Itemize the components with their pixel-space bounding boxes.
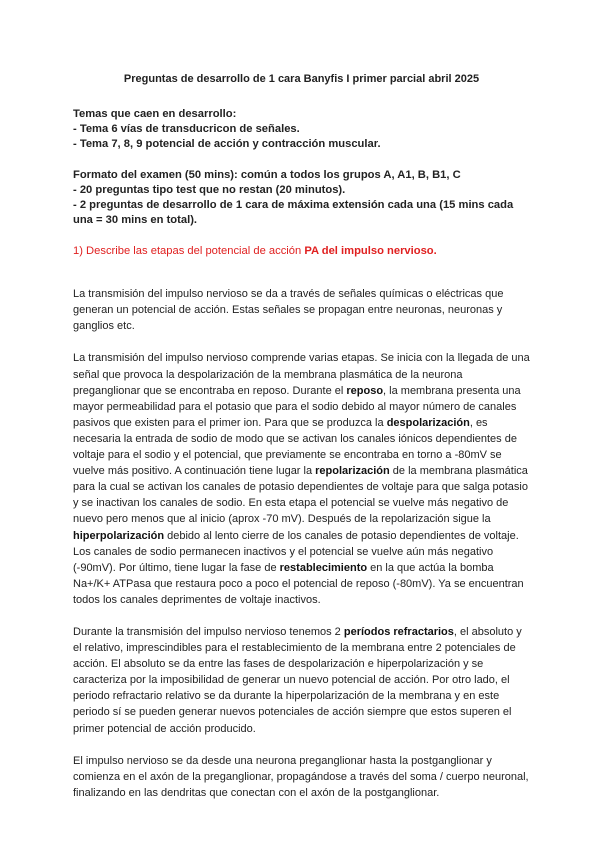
term-hiperpolarizacion: hiperpolarización [73,529,165,542]
format-item: - 2 preguntas de desarrollo de 1 cara de máxima extensión cada una (15 mins cada una = 30 mins en total). [73,199,514,226]
paragraph-stages [73,350,530,608]
paragraph-intro: La transmisión del impulso nervioso se da a través de señales químicas o eléctricas que generan un potencial de acción. Estas señales se propagan entre neuronas, neuronas y ganglios etc. [73,288,504,333]
topic-item: - Tema 7, 8, 9 potencial de acción y contracción muscular. [73,138,381,150]
text-run: de la membrana plasmática para la cual se activan los canales de potasio dependientes de voltaje para que salga potasio y se inactivan los canales de sodio. En esta etapa el potencial se vuelve más negativo de nuevo pero menos que al inicio (aprox -70 mV). Después de la repolarización sigue la [73,465,528,526]
term-despolarizacion: despolarización [386,416,470,429]
text-run: Durante la transmisión del impulso nervioso tenemos 2 [73,625,344,638]
topics-section [73,107,530,152]
text-run: La transmisión del impulso nervioso comprende varias etapas. Se inicia con la llegada de una señal que provoca la despolarización de la membrana plasmática de la neurona preganglionar que se encontraba en reposo. Durante el [73,352,530,397]
format-heading: Formato del examen (50 mins): común a todos los grupos A, A1, B, B1, C [73,169,461,181]
term-repolarizacion: repolarización [315,465,390,478]
term-restablecimiento: restablecimiento [279,561,368,574]
question-bold: PA del impulso nervioso. [304,245,437,257]
text-run: , el absoluto y el relativo, imprescindibles para el restablecimiento de la membrana entre 2 potenciales de acción. El absoluto se da entre las fases de despolarización e hiperpolarización y se caracteriza por la imposibilidad de generar un nuevo potencial de acción. Por otro lado, el periodo refractario relativo se da durante la hiperpolarización de la membrana y en este periodo sí se pueden generar nuevos potenciales de acción siempre que estos superen el primer potencial de acción producido. [73,625,522,735]
format-item: - 20 preguntas tipo test que no restan (20 minutos). [73,184,346,196]
text-run: debido al lento cierre de los canales de potasio dependientes de voltaje. Los canales de sodio permanecen inactivos y el potencial se vuelve aún más negativo (-90mV). Por último, tiene lugar la fase de [73,529,519,574]
topic-item: - Tema 6 vías de transducricon de señales. [73,123,300,135]
text-run: , es necesaria la entrada de sodio de modo que se activan los canales iónicos dependientes de voltaje para el sodio y el potencial, que previamente se encontraba en torno a -80mV se vuelve más positivo. A continuación tiene lugar la [73,416,517,478]
term-reposo: reposo [346,384,384,397]
term-periodos-refractarios: períodos refractarios [343,625,454,638]
question-text: 1) Describe las etapas del potencial de acción [73,245,305,257]
paragraph-refractory [73,624,530,737]
text-run: en la que actúa la bomba Na+/K+ ATPasa que restaura poco a poco el potencial de reposo (-80mV). Ya se encuentran todos los canales deprimentes de voltaje inactivos. [73,561,524,606]
question-heading [73,244,530,259]
format-section [73,168,530,228]
document-title: Preguntas de desarrollo de 1 cara Banyfis I primer parcial abril 2025 [123,73,480,85]
text-run: , la membrana presenta una mayor permeabilidad para el potasio que para el sodio debido al mayor número de canales pasivos que existen para el primer ion. Para que se produzca la [73,384,521,429]
paragraph-propagation: El impulso nervioso se da desde una neurona preganglionar hasta la postganglionar y comienza en el axón de la preganglionar, propagándose a través del soma / cuerpo neuronal, finalizando en las dendritas que conectan con el axón de la postganglionar. [73,754,529,799]
topics-heading: Temas que caen en desarrollo: [73,108,237,120]
